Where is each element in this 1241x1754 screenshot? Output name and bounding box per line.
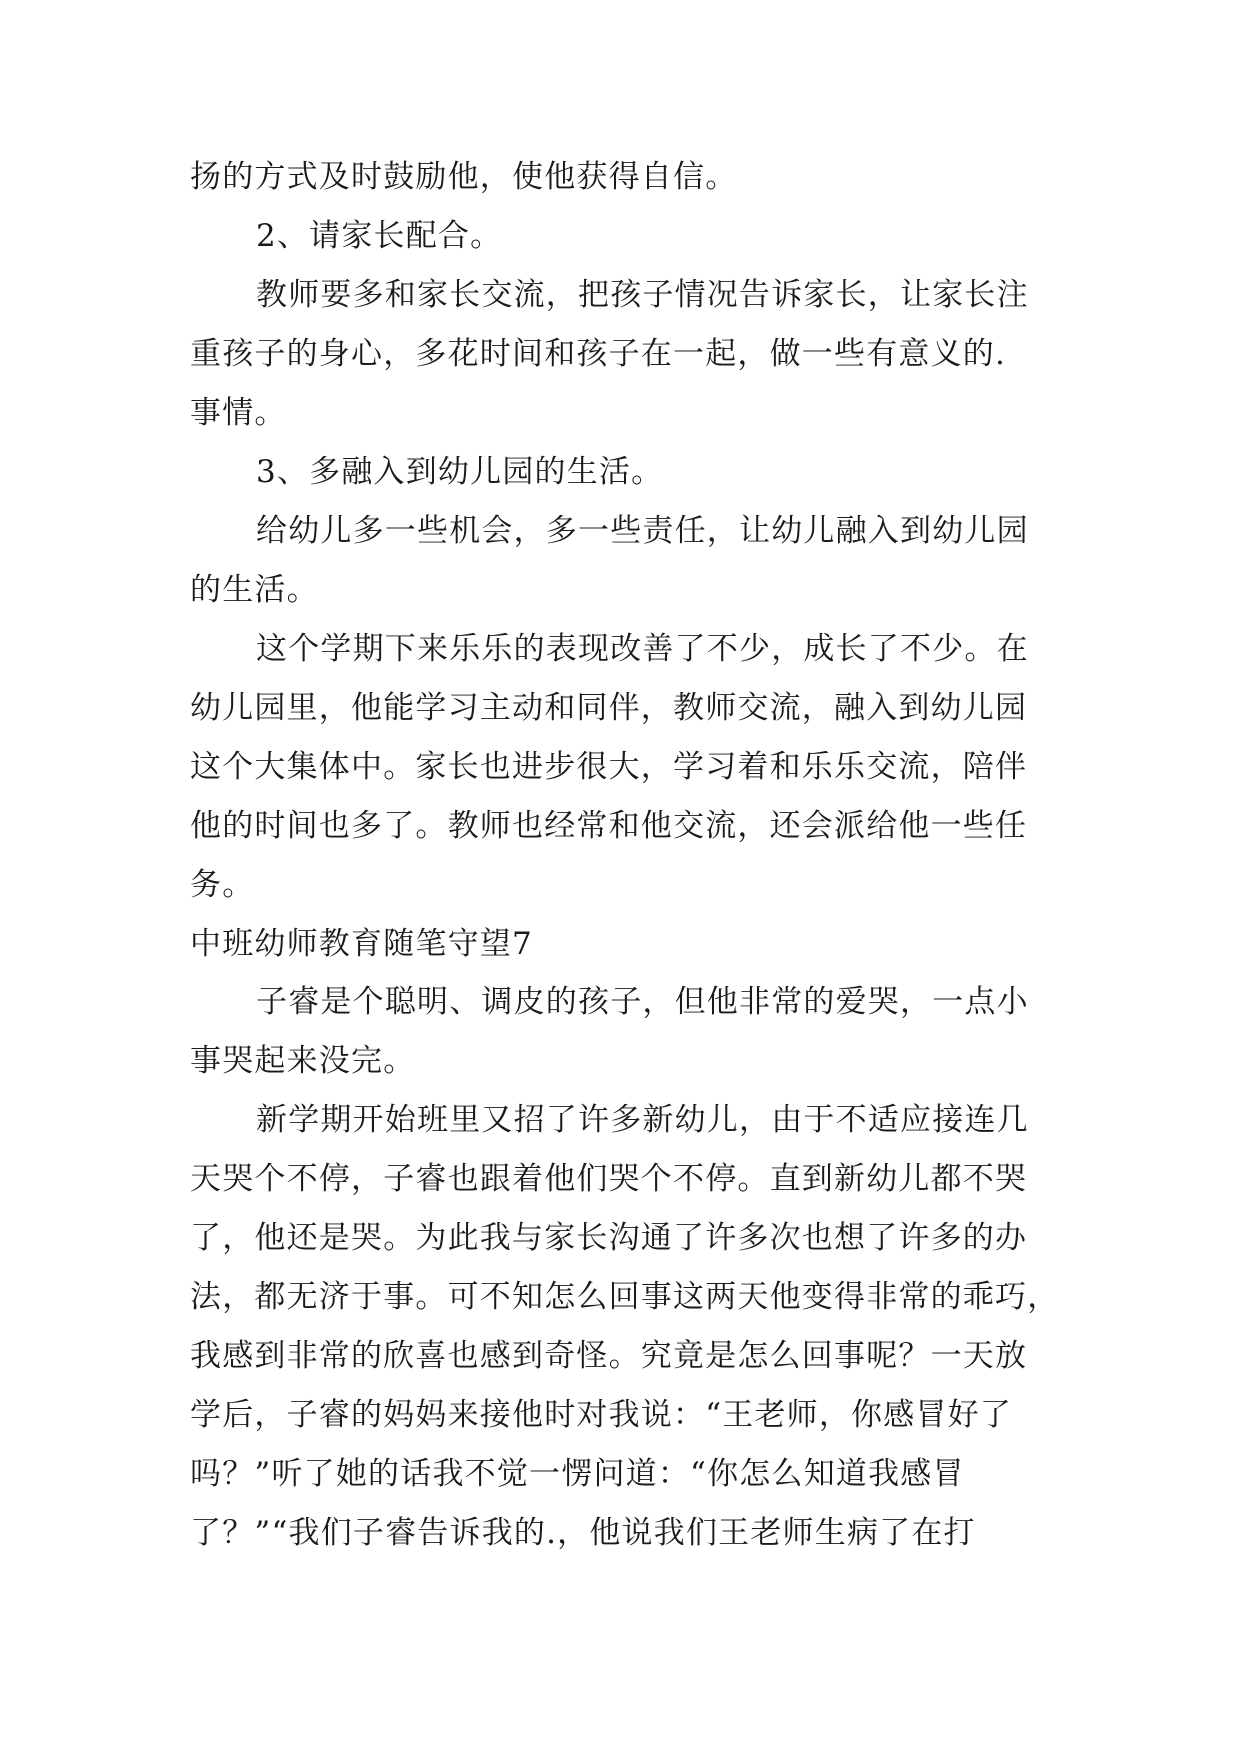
paragraph-line: 务。 bbox=[190, 867, 255, 903]
paragraph-line: 这个学期下来乐乐的表现改善了不少，成长了不少。在 bbox=[256, 631, 1029, 667]
paragraph-line: 新学期开始班里又招了许多新幼儿，由于不适应接连几 bbox=[256, 1102, 1029, 1138]
paragraph-line: 教师要多和家长交流，把孩子情况告诉家长，让家长注 bbox=[256, 277, 1029, 313]
paragraph-line: 了，他还是哭。为此我与家长沟通了许多次也想了许多的办 bbox=[190, 1220, 1028, 1256]
text-line: 扬的方式及时鼓励他，使他获得自信。 bbox=[190, 159, 738, 195]
list-item-heading: 2、请家长配合。 bbox=[256, 218, 503, 254]
paragraph-line: 的生活。 bbox=[190, 572, 319, 608]
document-body bbox=[190, 158, 1060, 1573]
paragraph-line: 我感到非常的欣喜也感到奇怪。究竟是怎么回事呢？一天放 bbox=[190, 1338, 1028, 1374]
paragraph-line: 给幼儿多一些机会，多一些责任，让幼儿融入到幼儿园 bbox=[256, 513, 1029, 549]
paragraph-line: 事哭起来没完。 bbox=[190, 1043, 416, 1079]
paragraph-line: 天哭个不停，子睿也跟着他们哭个不停。直到新幼儿都不哭 bbox=[190, 1161, 1028, 1197]
list-item-heading: 3、多融入到幼儿园的生活。 bbox=[256, 454, 664, 490]
paragraph-line: 幼儿园里，他能学习主动和同伴，教师交流，融入到幼儿园 bbox=[190, 690, 1028, 726]
paragraph-line: 了？”“我们子睿告诉我的.，他说我们王老师生病了在打 bbox=[190, 1515, 976, 1551]
paragraph-line: 子睿是个聪明、调皮的孩子，但他非常的爱哭，一点小 bbox=[256, 984, 1029, 1020]
paragraph-line: 吗？”听了她的话我不觉一愣问道：“你怎么知道我感冒 bbox=[190, 1456, 965, 1492]
paragraph-line: 事情。 bbox=[190, 395, 287, 431]
paragraph-line: 这个大集体中。家长也进步很大，学习着和乐乐交流，陪伴 bbox=[190, 749, 1028, 785]
section-title: 中班幼师教育随笔守望7 bbox=[190, 926, 533, 962]
paragraph-line: 重孩子的身心，多花时间和孩子在一起，做一些有意义的. bbox=[190, 336, 1007, 372]
paragraph-line: 法，都无济于事。可不知怎么回事这两天他变得非常的乖巧， bbox=[190, 1279, 1060, 1315]
paragraph-line: 学后，子睿的妈妈来接他时对我说：“王老师，你感冒好了 bbox=[190, 1397, 1013, 1433]
paragraph-line: 他的时间也多了。教师也经常和他交流，还会派给他一些任 bbox=[190, 808, 1028, 844]
